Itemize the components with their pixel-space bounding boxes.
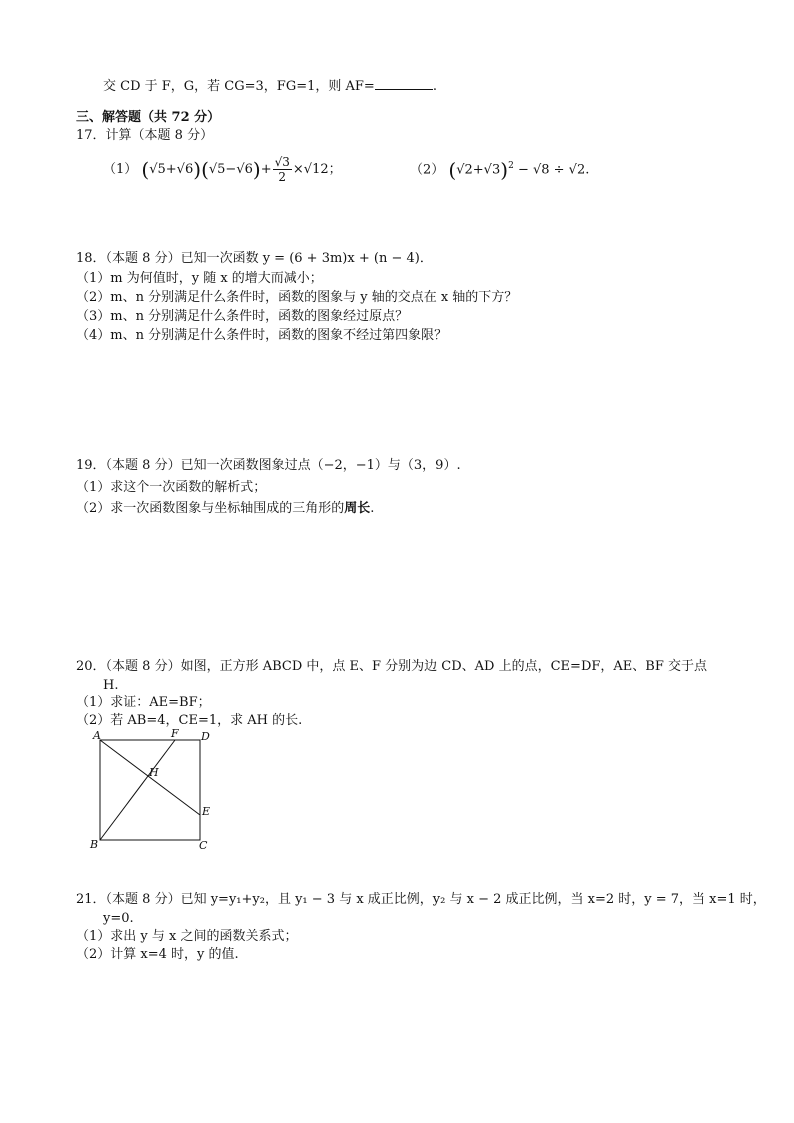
label-h: H	[149, 766, 159, 779]
q21-item-2: （2）计算 x=4 时，y 的值.	[76, 947, 239, 962]
segment-bf	[100, 740, 175, 840]
label-e: E	[202, 805, 211, 818]
q19-stem: 19．（本题 8 分）已知一次函数图象过点（−2，−1）与（3，9）.	[76, 458, 461, 473]
answer-blank	[375, 77, 433, 90]
q19-item-2-text: （2）求一次函数图象与坐标轴围成的三角形的	[76, 501, 345, 516]
q17-stem: 17．计算（本题 8 分）	[76, 128, 214, 143]
continuation-end: .	[432, 79, 437, 94]
q18-item-3: （3）m、n 分别满足什么条件时，函数的图象经过原点？	[76, 309, 409, 324]
q20-item-1: （1）求证：AE=BF；	[76, 695, 211, 710]
q17-part1-factor-c: √12	[303, 162, 329, 177]
q20-stem-line2: H.	[103, 678, 119, 693]
q17-part1-fraction	[273, 155, 292, 184]
fill-in-question-continuation	[103, 77, 437, 96]
q17-part1-label: （1）	[103, 162, 138, 177]
section-heading: 三、解答题（共 72 分）	[76, 110, 221, 125]
label-d: D	[201, 730, 210, 743]
q21-stem-line1: 21．（本题 8 分）已知 y=y₁+y₂，且 y₁ − 3 与 x 成正比例，y₂ 与 x − 2 成正比例，当 x=2 时，y = 7，当 x=1 时，	[76, 892, 766, 907]
q17-part2-exponent: 2	[508, 161, 514, 171]
q18-stem: 18．（本题 8 分）已知一次函数 y = (6 + 3m)x + (n − 4)．	[76, 251, 433, 266]
label-f: F	[171, 728, 179, 740]
fraction-denominator: 2	[278, 170, 287, 184]
q17-part2-end: .	[585, 162, 590, 178]
square-geometry-figure	[88, 728, 218, 858]
square-abcd	[100, 740, 200, 840]
label-c: C	[199, 839, 208, 852]
q20-item-2: （2）若 AB=4，CE=1，求 AH 的长.	[76, 713, 303, 728]
q17-part1-factor-b: √5−√6	[208, 162, 253, 177]
label-a: A	[93, 729, 101, 742]
q20-stem-line1: 20．（本题 8 分）如图，正方形 ABCD 中，点 E、F 分别为边 CD、AD 上的点，CE=DF，AE、BF 交于点	[76, 659, 707, 674]
q19-item-2	[76, 500, 374, 518]
q17-part1-factor-a: √5+√6	[149, 162, 194, 177]
fraction-numerator: √3	[274, 155, 290, 169]
continuation-text: 交 CD 于 F，G，若 CG=3，FG=1，则 AF=	[103, 79, 375, 94]
q17-part2: （2） $(√2+√3)^2 - √8 \div √2$.	[410, 157, 590, 182]
q21-stem-line2: y=0.	[103, 911, 134, 926]
q18-item-4: （4）m、n 分别满足什么条件时，函数的图象不经过第四象限？	[76, 328, 448, 343]
q17-part1-plus: +	[260, 162, 272, 177]
q17-part1: （1） (√5+√6)(√5−√6)+ $\frac{√3}{2}$ ×√12；	[103, 155, 342, 184]
q21-item-1: （1）求出 y 与 x 之间的函数关系式；	[76, 929, 298, 944]
q18-item-1: （1）m 为何值时，y 随 x 的增大而减小；	[76, 271, 323, 286]
q17-part1-times: ×	[292, 162, 304, 177]
q17-part2-label: （2）	[410, 162, 445, 178]
q17-part2-base: √2+√3	[456, 162, 501, 178]
q19-item-2-bold: 周长	[344, 501, 371, 516]
q19-item-1: （1）求这个一次函数的解析式；	[76, 480, 267, 495]
q18-item-2: （2）m、n 分别满足什么条件时，函数的图象与 y 轴的交点在 x 轴的下方？	[76, 290, 518, 305]
label-b: B	[90, 838, 99, 851]
q17-part2-rest: − √8 ÷ √2	[517, 162, 586, 178]
q19-item-2-end: .	[370, 501, 375, 516]
q17-part1-end: ；	[328, 162, 342, 177]
